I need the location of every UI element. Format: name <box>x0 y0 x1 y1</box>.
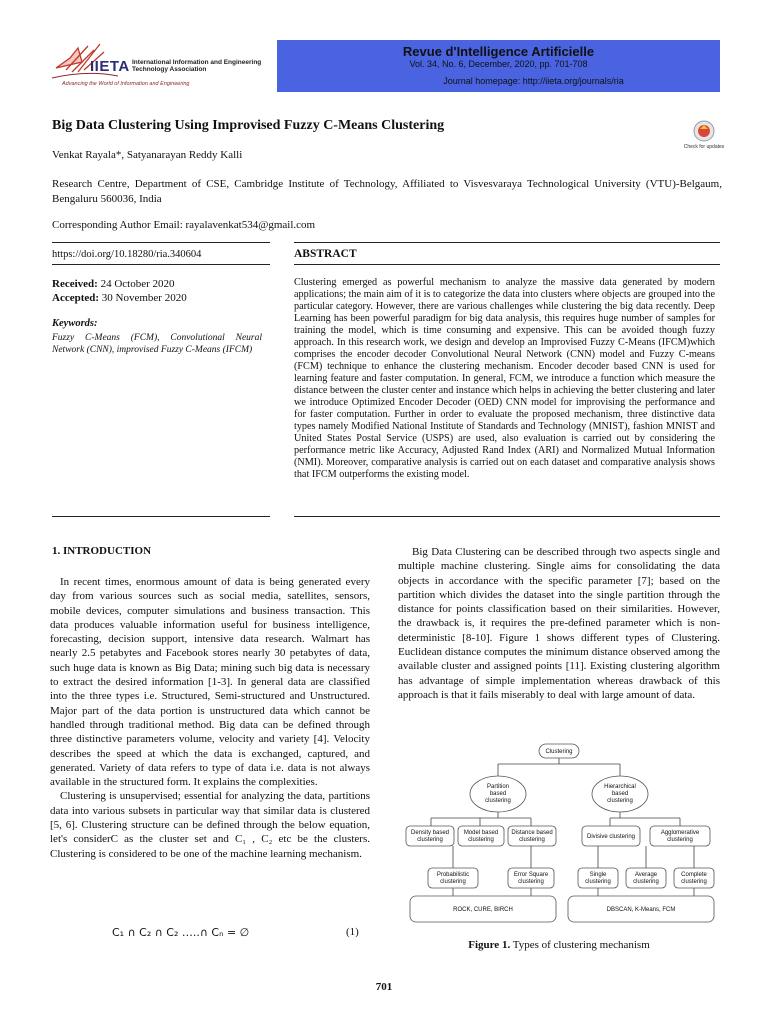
corresponding-author: Corresponding Author Email: rayalavenkat534@gmail.com <box>52 219 316 231</box>
node-clustering: Clustering <box>545 749 573 755</box>
dates <box>52 277 187 305</box>
keywords: Fuzzy C-Means (FCM), Convolutional Neural Network (CNN), improvised Fuzzy C-Means (IFCM) <box>52 333 262 355</box>
abstract-text: Clustering emerged as powerful mechanism to analyze the massive data generated by modern applications; the main aim of it is to categorize the data into clusters where objects are grouped into the particular category. However, there are various challenges while clustering the big data recently. Deep Learning has been powerful paradigm for big data analysis, this requires huge number of samples for training the model, which is time consuming and expensive. This can be avoided though fuzzy approach. In this research work, we design and develop an Improvised Fuzzy C-Means (IFCM)which comprises the encoder decoder Convolutional Neural Network (CNN) model and Fuzzy C-means (FCM) technique to enhance the clustering mechanism. Encoder decoder based CNN is used for learning feature and faster computation. In general, FCM, we introduce a function which measure the distance between the cluster center and instance which helps in achieving the better clustering and later we introduce Optimized Encoder Decoder (OED) CNN model for improvising the performance and for faster computation. Further in order to evaluate the proposed mechanism, three distinctive data types namely Modified National Institute of Standards and Technology (MNIST), fashion MNIST and United States Postal Service (USPS) are used, also evaluation is carried out by considering the performance metric like Accuracy, Adjusted Rand Index (ARI) and Normalized Mutual Information (NMI). Moreover, comparative analysis is carried out on each dataset and comparative analysis shows that IFCM outperforms the existing model. <box>294 277 715 480</box>
node-average-line2: clustering <box>633 879 659 885</box>
node-model-line2: clustering <box>468 837 494 843</box>
doi-link[interactable]: https://doi.org/10.18280/ria.340604 <box>52 249 202 260</box>
node-model-line1: Model based <box>463 830 499 836</box>
node-agglomerative-line1: Agglomerative <box>660 830 700 836</box>
node-hierarchical-line3: clustering <box>607 798 633 804</box>
clustering-diagram <box>398 740 720 930</box>
logo-acronym: IIETA <box>90 58 130 75</box>
paper-title: Big Data Clustering Using Improvised Fuzzy C-Means Clustering <box>52 118 445 133</box>
figure-caption-label: Figure 1. <box>468 939 511 951</box>
section-heading-introduction: 1. INTRODUCTION <box>52 545 152 557</box>
node-single-line2: clustering <box>585 879 611 885</box>
figure-caption-text: Types of clustering mechanism <box>510 939 650 951</box>
left-column <box>50 575 370 861</box>
journal-homepage-link[interactable]: Journal homepage: http://iieta.org/journals/ria <box>443 76 624 86</box>
divider <box>52 242 270 243</box>
node-left-algorithms: ROCK, CURE, BIRCH <box>453 907 513 913</box>
check-for-updates-button[interactable] <box>683 118 725 156</box>
check-updates-icon <box>683 118 725 156</box>
node-error-square-line1: Error Square <box>513 872 549 878</box>
node-partition-line2: based <box>489 791 507 797</box>
node-distance-line2: clustering <box>519 837 545 843</box>
authors: Venkat Rayala*, Satyanarayan Reddy Kalli <box>52 149 243 161</box>
divider <box>52 264 270 265</box>
divider <box>52 516 270 517</box>
accepted-date: 30 November 2020 <box>101 292 187 304</box>
journal-title: Revue d'Intelligence Artificielle <box>402 44 595 59</box>
node-divisive: Divisive clustering <box>586 834 636 840</box>
affiliation: Research Centre, Department of CSE, Cambridge Institute of Technology, Affiliated to Visvesvaraya Technological University (VTU)-Belgaum, Bengaluru 560036, India <box>52 178 722 205</box>
logo-organization: International Information and Engineering Technology Association <box>132 59 262 73</box>
divider <box>294 242 720 243</box>
node-partition-line1: Partition <box>486 784 510 790</box>
node-right-algorithms: DBSCAN, K-Means, FCM <box>606 907 676 913</box>
equation-number: (1) <box>346 926 359 938</box>
accepted-label: Accepted: <box>52 292 100 304</box>
right-column <box>398 545 720 702</box>
abstract-heading: ABSTRACT <box>294 248 357 260</box>
node-agglomerative-line2: clustering <box>667 837 693 843</box>
node-average-line1: Average <box>634 872 658 878</box>
node-complete-line1: Complete <box>681 872 707 878</box>
divider <box>294 516 720 517</box>
logo-tagline: Advancing the World of Information and Engineering <box>62 81 190 87</box>
node-distance-line1: Distance based <box>511 830 553 836</box>
journal-volume: Vol. 34, No. 6, December, 2020, pp. 701-708 <box>409 59 588 69</box>
node-error-square-line2: clustering <box>518 879 544 885</box>
page-number: 701 <box>375 981 393 993</box>
divider <box>294 264 720 265</box>
received-date: 24 October 2020 <box>100 278 175 290</box>
check-updates-label: Check for updates <box>683 144 725 150</box>
paragraph: Clustering is unsupervised; essential for analyzing the data, partitions data into various subsets in particular way that similar data is clustered [5, 6]. Clustering structure can be defined through the below equation, let's considerC as the cluster set and C₁ , C₂ etc be the clusters. Clustering is considered to be one of the machine learning mechanism. <box>50 790 370 860</box>
node-hierarchical-line1: Hierarchical <box>604 784 636 790</box>
received-label: Received: <box>52 278 98 290</box>
equation: C₁ ∩ C₂ ∩ C₂ …..∩ Cₙ = ∅ <box>112 926 250 939</box>
node-probabilistic-line1: Probabilistic <box>436 872 470 878</box>
node-probabilistic-line2: clustering <box>440 879 466 885</box>
node-density-line2: clustering <box>417 837 443 843</box>
figure-clustering-types <box>398 740 720 930</box>
figure-caption <box>398 939 720 951</box>
paragraph: In recent times, enormous amount of data is being generated every day from various sources such as social media, satellites, sensors, mobile devices, computer simulations and business transaction. This data produces valuable information useful for business intelligence, forecasting, decision support, intensive data research. Walmart has nearly 2.5 petabytes and Facebook stores nearly 30 petabytes of data, such huge data is known as Big Data; mining such big data is necessary to extract the desired information [1-3]. In general data are classified into the three types i.e. Structured, Semi-structured and Unstructured. Major part of the data portion is unstructured data which cannot be handled through traditional method. Big data can be defined through three distinctive parameters volume, velocity and variety [4]. Velocity describes the speed at which the data is exchanged, captured, and generated. Variety of data refers to type of data i.e. data is not always available in the structured form. It explains the complexities. <box>50 576 370 789</box>
paragraph: Big Data Clustering can be described through two aspects single and multiple machine clustering. Single aims for consolidating the data objects in accordance with the specific parameter [7]; based on the partition which divides the dataset into the single partition through the distance for points classification based on their similarities. However, the drawback is, it requires the pre-defined parameter which is non-deterministic [8-10]. Figure 1 shows different types of Clustering. Euclidean distance computes the minimum distance observed among the available cluster and assigned points [11]. Existing clustering algorithm has advantage of simple implementation whereas drawback of this approach is that it fails miserably to deal with large amount of data. <box>398 546 720 701</box>
keywords-heading: Keywords: <box>52 318 98 329</box>
node-partition-line3: clustering <box>485 798 511 804</box>
node-complete-line2: clustering <box>681 879 707 885</box>
node-hierarchical-line2: based <box>611 791 629 797</box>
node-single-line1: Single <box>589 872 607 878</box>
node-density-line1: Density based <box>410 830 450 836</box>
